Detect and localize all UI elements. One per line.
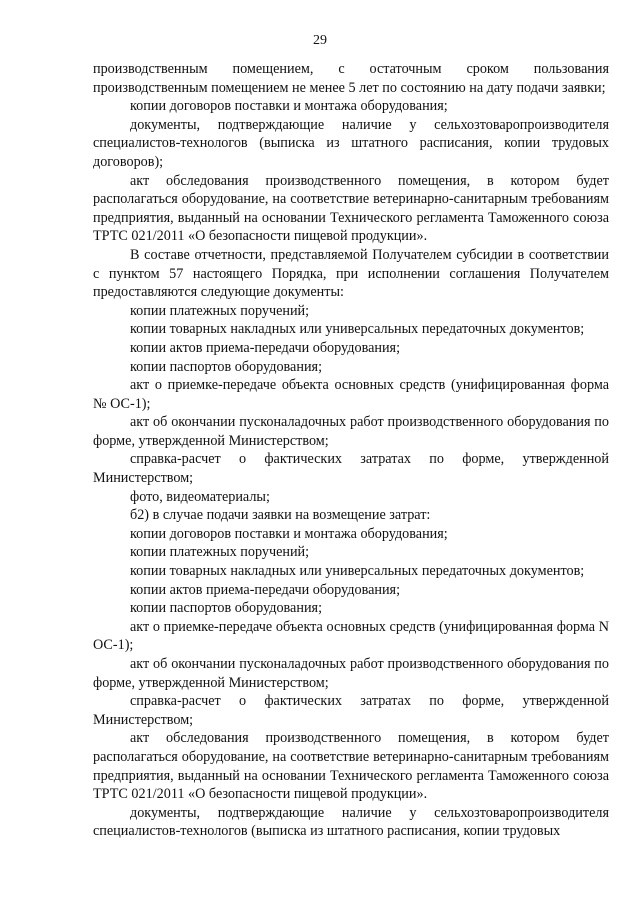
paragraph: копии платежных поручений; [130, 544, 310, 561]
page-number: 29 [313, 33, 327, 48]
paragraph: копии договоров поставки и монтажа оборудования; [130, 525, 448, 542]
paragraph: акт обследования производственного помещения, в котором будет располагаться оборудование, на соответствие ветеринарно-санитарным требованиям предприятия, выданный на основании Технического регламента Таможенного союза ТРТС 021/2011 «О безопасности пищевой продукции». [93, 172, 609, 245]
paragraph: фото, видеоматериалы; [130, 488, 270, 505]
paragraph: документы, подтверждающие наличие у сельхозтоваропроизводителя специалистов-технологов (выписка из штатного расписания, копии трудовых договоров); [93, 116, 609, 170]
document-body [93, 60, 609, 841]
paragraph: копии актов приема-передачи оборудования; [130, 339, 401, 356]
paragraph: документы, подтверждающие наличие у сельхозтоваропроизводителя специалистов-технологов (выписка из штатного расписания, копии трудовых [93, 804, 609, 840]
paragraph: акт обследования производственного помещения, в котором будет располагаться оборудование, на соответствие ветеринарно-санитарным требованиям предприятия, выданный на основании Технического регламента Таможенного союза ТРТС 021/2011 «О безопасности пищевой продукции». [93, 730, 609, 803]
paragraph: акт о приемке-передаче объекта основных средств (унифицированная форма № ОС-1); [93, 377, 609, 412]
paragraph: справка-расчет о фактических затратах по форме, утвержденной Министерством; [93, 451, 609, 487]
paragraph: акт о приемке-передаче объекта основных средств (унифицированная форма N ОС-1); [93, 618, 609, 654]
paragraph: акт об окончании пусконаладочных работ производственного оборудования по форме, утвержденной Министерством; [93, 414, 609, 449]
paragraph: В составе отчетности, представляемой Получателем субсидии в соответствии с пунктом 57 настоящего Порядка, при исполнении соглашения Получателем предоставляются следующие документы: [93, 246, 609, 301]
paragraph: копии товарных накладных или универсальных передаточных документов; [130, 563, 585, 580]
paragraph: копии товарных накладных или универсальных передаточных документов; [130, 321, 585, 338]
paragraph: б2) в случае подачи заявки на возмещение затрат: [130, 507, 431, 524]
paragraph: производственным помещением, с остаточным сроком пользования производственным помещением не менее 5 лет по состоянию на дату подачи заявки; [93, 61, 609, 96]
paragraph: копии паспортов оборудования; [130, 600, 323, 617]
paragraph: справка-расчет о фактических затратах по форме, утвержденной Министерством; [93, 693, 609, 728]
paragraph: копии паспортов оборудования; [130, 358, 323, 375]
paragraph: копии платежных поручений; [130, 302, 310, 319]
paragraph: акт об окончании пусконаладочных работ производственного оборудования по форме, утвержденной Министерством; [93, 656, 609, 691]
paragraph: копии договоров поставки и монтажа оборудования; [130, 98, 448, 115]
paragraph: копии актов приема-передачи оборудования; [130, 581, 401, 598]
